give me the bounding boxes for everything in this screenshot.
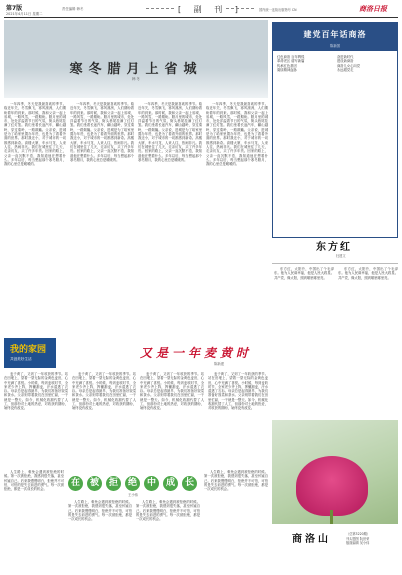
body-text: 人生路上，难免会遇到被拒绝的时候。第一次被拒绝，我感到很失落，甚至怀疑自己。后来我慢慢明白，拒绝并不可怕，可怕的是失去前进的勇气。每一次被拒绝，都是一次成长的机会。: [204, 470, 268, 492]
column-title: 商洛山: [292, 534, 331, 545]
page-number: 第7版: [6, 5, 23, 12]
poem-text: 东方红，太阳升，中国出了个毛泽东。他为人民谋幸福，他是人民大救星。共产党，像太阳，照到哪里哪里亮。: [274, 267, 334, 280]
title-char-badge: 在: [68, 476, 83, 491]
article-body-column: [204, 470, 268, 572]
title-char-badge: 拒: [106, 476, 121, 491]
body-text: 一年四季，冬天是我最喜欢的季节。临近年关，冬雪飘飞，寒风凛冽，人们期盼着年的到来。那时候，我和父亲一起上省城，一路风雪，一路期盼。腊月里的城市，处处洋溢着节日的气氛，街头巷尾挂满了红灯笼。我们坐着长途汽车，翻山越岭，穿过秦岭，一路颠簸。父亲说，进城是为了给家里置办年货，也是为了看看外面的世界。那时我还小，对于城市的一切都感到新奇。高楼大厦，车水马龙，人来人往，热闹非凡。我们在城里住了几天，走亲访友，买了许多年货。回家的路上，父亲一直沉默不语，我知道他在想着什么。多年以后，每当想起那个寒冬腊月，我的心里总是暖暖的。: [206, 102, 268, 167]
body-text: 一年四季，冬天是我最喜欢的季节。临近年关，冬雪飘飞，寒风凛冽，人们期盼着年的到来。那时候，我和父亲一起上省城，一路风雪，一路期盼。腊月里的城市，处处洋溢着节日的气氛，街头巷尾挂满了红灯笼。我们坐着长途汽车，翻山越岭，穿过秦岭，一路颠簸。父亲说，进城是为了给家里置办年货，也是为了看看外面的世界。那时我还小，对于城市的一切都感到新奇。高楼大厦，车水马龙，人来人往，热闹非凡。我们在城里住了几天，走亲访友，买了许多年货。回家的路上，父亲一直沉默不语，我知道他在想着什么。多年以后，每当想起那个寒冬腊月，我的心里总是暖暖的。: [138, 102, 202, 162]
header-divider-right: [226, 8, 254, 9]
article-body-column: [72, 372, 136, 466]
flower-bloom: [296, 456, 368, 516]
issue-credits: [346, 532, 396, 546]
editor-line: 责任编辑 韩冬: [62, 7, 84, 11]
list-item: 赓续精神血脉: [277, 67, 297, 72]
flower-photo: [272, 420, 398, 524]
poem-title: 东方红: [316, 242, 352, 253]
flower-stem: [330, 510, 333, 524]
title-char-badge: 中: [144, 476, 159, 491]
list-item: 永远跟党走: [337, 67, 354, 72]
issue-date: 2021年4月11日 星期二: [6, 12, 43, 16]
ad-subline: 共创美好生活: [10, 357, 32, 361]
newspaper-logo: 商洛日报: [359, 5, 387, 13]
body-text: 麦子黄了，又到了一年收获的季节。站在田埂上，望着一望无际的金黄色麦田，心中充满了喜悦。小时候，每到麦收时节，全家老少齐上阵，挥镰割麦，汗水湿透了衣衫。母亲总是起得最早，为我们准备好饭菜和茶水。父亲则带着我们在田里忙碌，一干就是一整天。如今，机械化收割代替了人工，但那份对土地的热爱，对收获的期盼，始终没有改变。: [208, 372, 268, 411]
list-item: 商洛儿女心向党: [337, 63, 361, 68]
feature-box-column: [337, 55, 395, 235]
ad-headline: 我的家园: [10, 345, 47, 355]
body-text: 麦子黄了，又到了一年收获的季节。站在田埂上，望着一望无际的金黄色麦田，心中充满了喜悦。小时候，每到麦收时节，全家老少齐上阵，挥镰割麦，汗水湿透了衣衫。母亲总是起得最早，为我们准备好饭菜和茶水。父亲则带着我们在田里忙碌，一干就是一整天。如今，机械化收割代替了人工，但那份对土地的热爱，对收获的期盼，始终没有改变。: [140, 372, 204, 411]
feature-box-author: 陈新国: [330, 44, 340, 48]
list-item: 革命老区 谱写新篇: [277, 59, 305, 64]
title-char-badge: 被: [87, 476, 102, 491]
feature-box-column: [277, 55, 333, 235]
poem-column: [274, 267, 334, 415]
article-title: 寒冬腊月上省城: [69, 62, 203, 77]
body-text: 一年四季，冬天是我最喜欢的季节。临近年关，冬雪飘飞，寒风凛冽，人们期盼着年的到来。那时候，我和父亲一起上省城，一路风雪，一路期盼。腊月里的城市，处处洋溢着节日的气氛，街头巷尾挂满了红灯笼。我们坐着长途汽车，翻山越岭，穿过秦岭，一路颠簸。父亲说，进城是为了给家里置办年货，也是为了看看外面的世界。那时我还小，对于城市的一切都感到新奇。高楼大厦，车水马龙，人来人往，热闹非凡。我们在城里住了几天，走亲访友，买了许多年货。回家的路上，父亲一直沉默不语，我知道他在想着什么。多年以后，每当想起那个寒冬腊月，我的心里总是暖暖的。: [70, 102, 134, 162]
feature-box: [272, 22, 398, 238]
body-text: 人生路上，难免会遇到被拒绝的时候。第一次被拒绝，我感到很失落，甚至怀疑自己。后来我慢慢明白，拒绝并不可怕，可怕的是失去前进的勇气。每一次被拒绝，都是一次成长的机会。: [136, 500, 200, 522]
feature-box-title: 建党百年话商洛: [303, 30, 367, 39]
article-body-column: [138, 102, 202, 334]
section-divider: [272, 263, 398, 264]
article-body-column: [206, 102, 268, 334]
title-char-badge: 长: [182, 476, 197, 491]
publication-info: 国内统一连续出版物号 CN: [259, 8, 297, 12]
article-title: 又是一年麦黄时: [140, 346, 253, 360]
header-rule: [4, 17, 398, 18]
body-text: 麦子黄了，又到了一年收获的季节。站在田埂上，望着一望无际的金黄色麦田，心中充满了喜悦。小时候，每到麦收时节，全家老少齐上阵，挥镰割麦，汗水湿透了衣衫。母亲总是起得最早，为我们准备好饭菜和茶水。父亲则带着我们在田里忙碌，一干就是一整天。如今，机械化收割代替了人工，但那份对土地的热爱，对收获的期盼，始终没有改变。: [4, 372, 68, 411]
article-author: 王小伟: [128, 493, 139, 497]
article-title-banner: [4, 20, 268, 98]
poem-text: 东方红，太阳升，中国出了个毛泽东。他为人民谋幸福，他是人民大救星。共产党，像太阳，照到哪里哪里亮。: [338, 267, 398, 280]
body-text: 一年四季，冬天是我最喜欢的季节。临近年关，冬雪飘飞，寒风凛冽，人们期盼着年的到来。那时候，我和父亲一起上省城，一路风雪，一路期盼。腊月里的城市，处处洋溢着节日的气氛，街头巷尾挂满了红灯笼。我们坐着长途汽车，翻山越岭，穿过秦岭，一路颠簸。父亲说，进城是为了给家里置办年货，也是为了看看外面的世界。那时我还小，对于城市的一切都感到新奇。高楼大厦，车水马龙，人来人往，热闹非凡。我们在城里住了几天，走亲访友，买了许多年货。回家的路上，父亲一直沉默不语，我知道他在想着什么。多年以后，每当想起那个寒冬腊月，我的心里总是暖暖的。: [4, 102, 66, 167]
article-author: 陈新建: [214, 362, 225, 366]
masthead-credit: 刊头题图 阮世荣: [346, 536, 370, 541]
article-title: [68, 470, 210, 488]
advertisement: [4, 338, 56, 368]
title-char-badge: 成: [163, 476, 178, 491]
editor-credit: 版面编辑 吴小伟: [346, 541, 370, 545]
poem-author: 杜建文: [336, 254, 346, 258]
article-body-column: [70, 102, 134, 334]
article-author: 韩 冬: [131, 77, 141, 81]
body-text: 人生路上，难免会遇到被拒绝的时候。第一次被拒绝，我感到很失落，甚至怀疑自己。后来我慢慢明白，拒绝并不可怕，可怕的是失去前进的勇气。每一次被拒绝，都是一次成长的机会。: [4, 470, 64, 492]
feature-box-header: [273, 23, 397, 51]
section-title: [ 副 刊 ]: [178, 5, 243, 14]
article-body-column: [140, 372, 204, 466]
issue-number: （总第3220期）: [346, 532, 371, 536]
list-item: 建设新商洛: [337, 59, 354, 64]
list-item: 奋进新时代: [337, 55, 354, 59]
article-body-column: [4, 372, 68, 466]
body-text: 麦子黄了，又到了一年收获的季节。站在田埂上，望着一望无际的金黄色麦田，心中充满了喜悦。小时候，每到麦收时节，全家老少齐上阵，挥镰割麦，汗水湿透了衣衫。母亲总是起得最早，为我们准备好饭菜和茶水。父亲则带着我们在田里忙碌，一干就是一整天。如今，机械化收割代替了人工，但那份对土地的热爱，对收获的期盼，始终没有改变。: [72, 372, 136, 411]
list-item: 红色商洛 百年辉煌: [277, 55, 305, 59]
body-text: 人生路上，难免会遇到被拒绝的时候。第一次被拒绝，我感到很失落，甚至怀疑自己。后来我慢慢明白，拒绝并不可怕，可怕的是失去前进的勇气。每一次被拒绝，都是一次成长的机会。: [68, 500, 132, 522]
article-body-column: [208, 372, 268, 466]
article-body-column: [68, 500, 132, 572]
page-header: [4, 2, 400, 16]
header-divider-left: [146, 8, 174, 9]
title-char-badge: 绝: [125, 476, 140, 491]
poem-column: [338, 267, 398, 415]
article-body-column: [4, 102, 66, 334]
article-body-column: [4, 470, 64, 572]
list-item: 传承红色基因: [277, 63, 297, 68]
article-body-column: [136, 500, 200, 572]
